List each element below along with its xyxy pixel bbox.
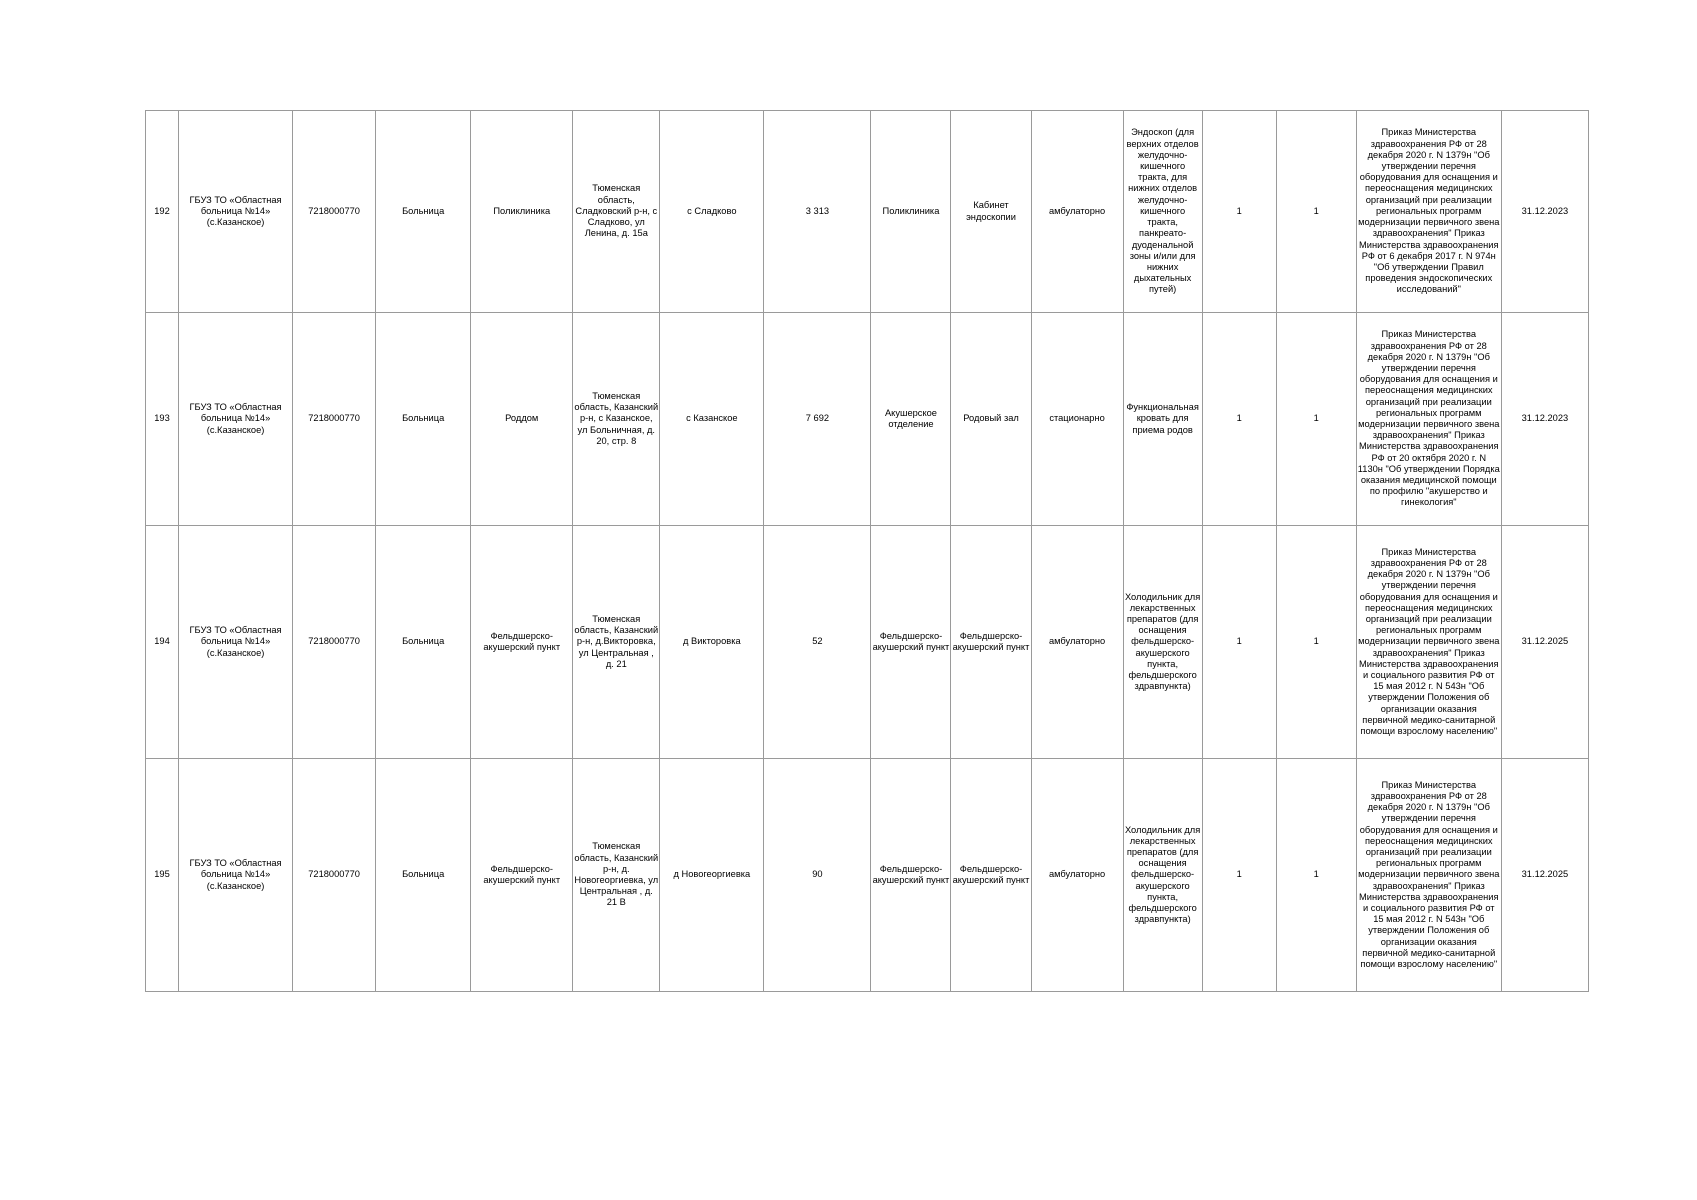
date-cell: 31.12.2025 <box>1501 759 1588 992</box>
quantity-cell: 1 <box>1202 111 1276 313</box>
care-form-cell: амбулаторно <box>1031 759 1123 992</box>
organization-cell: ГБУЗ ТО «Областная больница №14» (с.Казанское) <box>179 313 293 526</box>
care-form-cell: амбулаторно <box>1031 526 1123 759</box>
locality-cell: д Викторовка <box>660 526 764 759</box>
legal-basis-cell: Приказ Министерства здравоохранения РФ от 28 декабря 2020 г. N 1379н "Об утверждении перечня оборудования для оснащения и переоснащения медицинских организаций при реализации региональных программ модернизации первичного звена здравоохранения" Приказ Министерства здравоохранения и социального развития РФ от 15 мая 2012 г. N 543н "Об утверждении Положения об организации оказания первичной медико-санитарной помощи взрослому населению" <box>1356 759 1501 992</box>
equipment-cell: Эндоскоп (для верхних отделов желудочно-кишечного тракта, для нижних отделов желудочно-кишечного тракта, панкреато-дуоденальной зоны и/или для нижних дыхательных путей) <box>1123 111 1202 313</box>
organization-cell: ГБУЗ ТО «Областная больница №14» (с.Казанское) <box>179 526 293 759</box>
unit-cell: Фельдшерско-акушерский пункт <box>471 759 573 992</box>
quantity-cell: 1 <box>1276 111 1356 313</box>
quantity-cell: 1 <box>1202 313 1276 526</box>
facility-type-cell: Больница <box>376 526 471 759</box>
unit-cell: Фельдшерско-акушерский пункт <box>471 526 573 759</box>
population-cell: 52 <box>764 526 871 759</box>
room-cell: Кабинет эндоскопии <box>951 111 1031 313</box>
population-cell: 90 <box>764 759 871 992</box>
quantity-cell: 1 <box>1276 526 1356 759</box>
room-cell: Фельдшерско-акушерский пункт <box>951 759 1031 992</box>
department-cell: Поликлиника <box>871 111 951 313</box>
care-form-cell: амбулаторно <box>1031 111 1123 313</box>
room-cell: Фельдшерско-акушерский пункт <box>951 526 1031 759</box>
legal-basis-cell: Приказ Министерства здравоохранения РФ от 28 декабря 2020 г. N 1379н "Об утверждении перечня оборудования для оснащения и переоснащения медицинских организаций при реализации региональных программ модернизации первичного звена здравоохранения" Приказ Министерства здравоохранения и социального развития РФ от 15 мая 2012 г. N 543н "Об утверждении Положения об организации оказания первичной медико-санитарной помощи взрослому населению" <box>1356 526 1501 759</box>
inn-cell: 7218000770 <box>293 111 376 313</box>
legal-basis-cell: Приказ Министерства здравоохранения РФ от 28 декабря 2020 г. N 1379н "Об утверждении перечня оборудования для оснащения и переоснащения медицинских организаций при реализации региональных программ модернизации первичного звена здравоохранения" Приказ Министерства здравоохранения РФ от 6 декабря 2017 г. N 974н "Об утверждении Правил проведения эндоскопических исследований" <box>1356 111 1501 313</box>
row-number: 194 <box>146 526 179 759</box>
facility-type-cell: Больница <box>376 759 471 992</box>
row-number: 192 <box>146 111 179 313</box>
room-cell: Родовый зал <box>951 313 1031 526</box>
quantity-cell: 1 <box>1202 759 1276 992</box>
date-cell: 31.12.2023 <box>1501 111 1588 313</box>
equipment-cell: Функциональная кровать для приема родов <box>1123 313 1202 526</box>
address-cell: Тюменская область, Казанский р-н, д. Новогеоргиевка, ул Центральная , д. 21 В <box>573 759 660 992</box>
population-cell: 3 313 <box>764 111 871 313</box>
equipment-cell: Холодильник для лекарственных препаратов (для оснащения фельдшерско-акушерского пункта, фельдшерского здравпункта) <box>1123 759 1202 992</box>
department-cell: Фельдшерско-акушерский пункт <box>871 526 951 759</box>
date-cell: 31.12.2023 <box>1501 313 1588 526</box>
locality-cell: с Сладково <box>660 111 764 313</box>
locality-cell: д Новогеоргиевка <box>660 759 764 992</box>
locality-cell: с Казанское <box>660 313 764 526</box>
table-row <box>146 313 1589 526</box>
table-row <box>146 111 1589 313</box>
quantity-cell: 1 <box>1276 759 1356 992</box>
table-row <box>146 526 1589 759</box>
equipment-table <box>145 110 1589 992</box>
department-cell: Акушерское отделение <box>871 313 951 526</box>
facility-type-cell: Больница <box>376 111 471 313</box>
quantity-cell: 1 <box>1202 526 1276 759</box>
care-form-cell: стационарно <box>1031 313 1123 526</box>
facility-type-cell: Больница <box>376 313 471 526</box>
legal-basis-cell: Приказ Министерства здравоохранения РФ от 28 декабря 2020 г. N 1379н "Об утверждении перечня оборудования для оснащения и переоснащения медицинских организаций при реализации региональных программ модернизации первичного звена здравоохранения" Приказ Министерства здравоохранения РФ от 20 октября 2020 г. N 1130н "Об утверждении Порядка оказания медицинской помощи по профилю "акушерство и гинекология" <box>1356 313 1501 526</box>
date-cell: 31.12.2025 <box>1501 526 1588 759</box>
unit-cell: Поликлиника <box>471 111 573 313</box>
organization-cell: ГБУЗ ТО «Областная больница №14» (с.Казанское) <box>179 111 293 313</box>
equipment-cell: Холодильник для лекарственных препаратов (для оснащения фельдшерско-акушерского пункта, фельдшерского здравпункта) <box>1123 526 1202 759</box>
row-number: 195 <box>146 759 179 992</box>
organization-cell: ГБУЗ ТО «Областная больница №14» (с.Казанское) <box>179 759 293 992</box>
inn-cell: 7218000770 <box>293 759 376 992</box>
address-cell: Тюменская область, Сладковский р-н, с Сладково, ул Ленина, д. 15а <box>573 111 660 313</box>
department-cell: Фельдшерско-акушерский пункт <box>871 759 951 992</box>
inn-cell: 7218000770 <box>293 526 376 759</box>
address-cell: Тюменская область, Казанский р-н, д.Викторовка, ул Центральная , д. 21 <box>573 526 660 759</box>
unit-cell: Роддом <box>471 313 573 526</box>
table-row <box>146 759 1589 992</box>
population-cell: 7 692 <box>764 313 871 526</box>
quantity-cell: 1 <box>1276 313 1356 526</box>
row-number: 193 <box>146 313 179 526</box>
inn-cell: 7218000770 <box>293 313 376 526</box>
address-cell: Тюменская область, Казанский р-н, с Казанское, ул Больничная, д. 20, стр. 8 <box>573 313 660 526</box>
